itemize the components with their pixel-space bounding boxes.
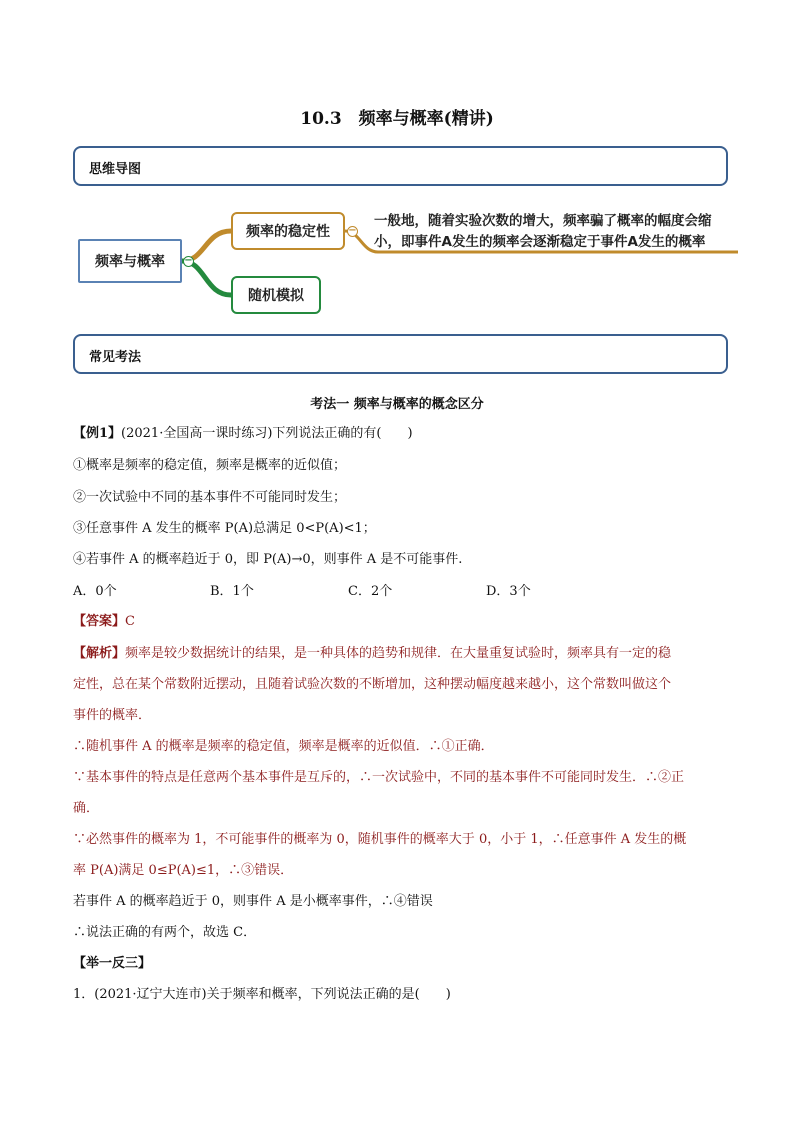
analysis-line: ∵基本事件的特点是任意两个基本事件是互斥的，∴一次试验中，不同的基本事件不可能同时发生．∴②正 <box>73 770 685 785</box>
collapse-minus-icon[interactable]: − <box>348 225 357 236</box>
practice-tag: 【举一反三】 <box>73 956 152 971</box>
analysis-line: 确． <box>73 801 100 816</box>
statement-2: ②一次试验中不同的基本事件不可能同时发生； <box>73 490 347 505</box>
analysis-line <box>73 644 671 664</box>
example-1-stem <box>73 424 413 444</box>
statement-1: ①概率是频率的稳定值，频率是概率的近似值； <box>73 458 347 473</box>
method1-heading: 考法一 频率与概率的概念区分 <box>310 397 484 412</box>
analysis-line: ∵必然事件的概率为 1，不可能事件的概率为 0，随机事件的概率大于 0，小于 1，∴任意事件 A 发生的概 <box>73 832 687 847</box>
option-c: C．2个 <box>348 584 393 599</box>
analysis-line: 若事件 A 的概率趋近于 0，则事件 A 是小概率事件，∴④错误 <box>73 894 433 909</box>
example-stem-text: (2021·全国高一课时练习)下列说法正确的有( ) <box>121 426 413 441</box>
collapse-minus-icon[interactable]: − <box>184 255 193 266</box>
answer-tag: 【答案】 <box>73 614 126 629</box>
analysis-line: 定性，总在某个常数附近摆动，且随着试验次数的不断增加，这种摆动幅度越来越小，这个常数叫做这个 <box>73 677 672 692</box>
analysis-text: 频率是较少数据统计的结果，是一种具体的趋势和规律．在大量重复试验时，频率具有一定的稳 <box>125 646 672 661</box>
answer-line <box>73 612 135 632</box>
methods-section-header <box>73 334 728 374</box>
analysis-line: 率 P(A)满足 0≤P(A)≤1，∴③错误． <box>73 863 294 878</box>
analysis-tag: 【解析】 <box>73 646 126 661</box>
analysis-line: ∴说法正确的有两个，故选 C． <box>73 925 257 940</box>
option-a: A．0个 <box>73 584 117 599</box>
mindmap-node-stability: 频率的稳定性 <box>231 212 345 250</box>
analysis-line: 事件的概率． <box>73 708 152 723</box>
mindmap-note <box>374 211 746 253</box>
mindmap-root-node: 频率与概率 <box>78 239 182 283</box>
statement-4: ④若事件 A 的概率趋近于 0，即 P(A)→0，则事件 A 是不可能事件. <box>73 552 463 567</box>
methods-section-label: 常见考法 <box>89 350 142 365</box>
mindmap-note-line: 小，即事件A发生的频率会逐渐稳定于事件A发生的概率 <box>374 234 706 250</box>
statement-3: ③任意事件 A 发生的概率 P(A)总满足 0<P(A)<1； <box>73 521 376 536</box>
option-d: D．3个 <box>486 584 531 599</box>
mindmap-note-line: 一般地，随着实验次数的增大，频率骗了概率的幅度会缩 <box>374 213 712 229</box>
page-title: 10.3 频率与概率(精讲) <box>300 109 494 129</box>
mindmap-section-label: 思维导图 <box>89 162 142 177</box>
example-tag: 【例1】 <box>73 426 122 441</box>
option-b: B．1个 <box>210 584 254 599</box>
answer-value: C <box>125 614 135 629</box>
practice-question-1: 1．(2021·辽宁大连市)关于频率和概率，下列说法正确的是( ) <box>73 987 451 1002</box>
mindmap-node-simulation: 随机模拟 <box>231 276 321 314</box>
analysis-line: ∴随机事件 A 的概率是频率的稳定值，频率是概率的近似值．∴①正确． <box>73 739 494 754</box>
